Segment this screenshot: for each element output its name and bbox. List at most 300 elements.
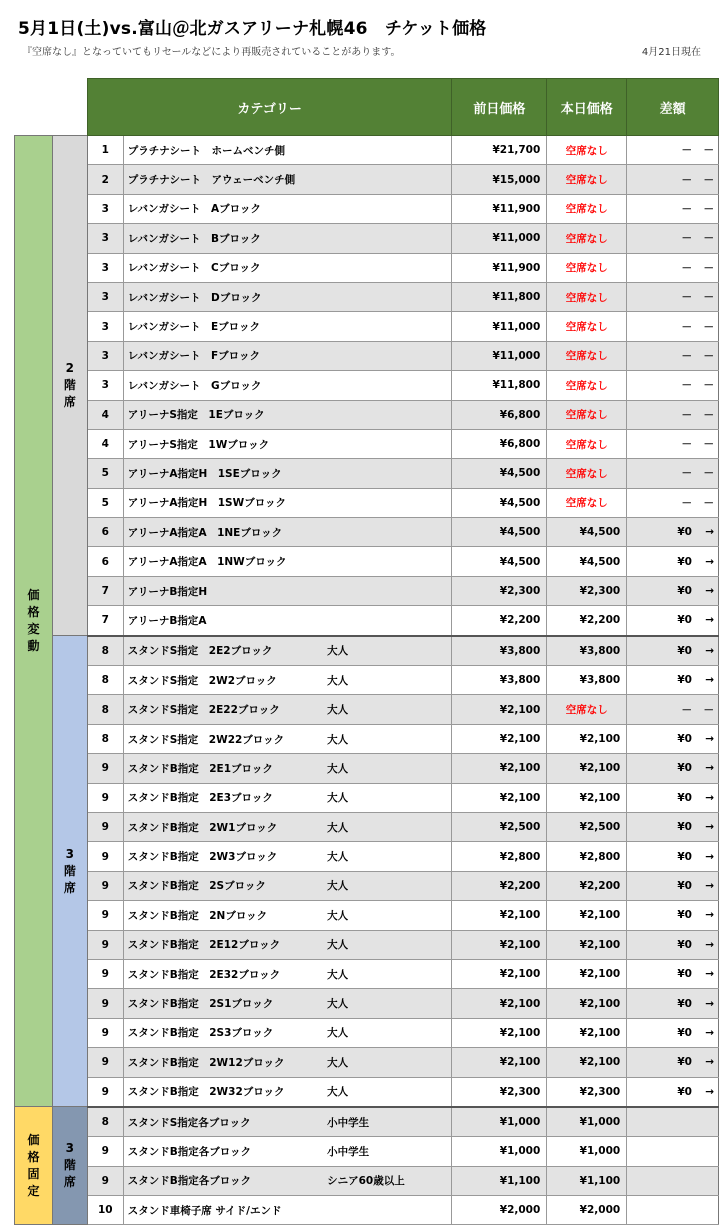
table-row	[15, 488, 719, 517]
seat-category: アリーナS指定 1Wブロック	[123, 429, 327, 458]
table-row	[15, 136, 719, 165]
trend-arrow-icon: →	[705, 968, 714, 981]
trend-arrow-icon: －	[703, 379, 714, 392]
table-row	[15, 783, 719, 812]
today-price: ¥4,500	[547, 518, 627, 547]
prev-price: ¥2,000	[452, 1196, 547, 1225]
price-diff	[627, 371, 719, 400]
seat-category: アリーナB指定A	[123, 606, 327, 636]
seat-rank: 10	[87, 1196, 123, 1225]
ticket-type: 大人	[327, 901, 452, 930]
ticket-type	[327, 165, 452, 194]
prev-price: ¥2,200	[452, 606, 547, 636]
prev-price: ¥2,300	[452, 1077, 547, 1107]
diff-value: －	[681, 350, 692, 363]
diff-value: －	[681, 497, 692, 510]
price-diff	[627, 429, 719, 458]
seat-rank: 8	[87, 1107, 123, 1137]
seat-category: スタンドS指定 2E2ブロック	[123, 636, 327, 666]
diff-value: ¥0	[677, 733, 692, 745]
diff-value: －	[681, 144, 692, 157]
trend-arrow-icon: →	[705, 938, 714, 951]
prev-price: ¥1,100	[452, 1166, 547, 1195]
table-row	[15, 871, 719, 900]
prev-price: ¥4,500	[452, 459, 547, 488]
price-diff	[627, 1048, 719, 1077]
prev-price: ¥2,100	[452, 695, 547, 724]
seat-rank: 4	[87, 429, 123, 458]
today-price: ¥2,200	[547, 871, 627, 900]
today-price: ¥4,500	[547, 547, 627, 576]
prev-price: ¥6,800	[452, 429, 547, 458]
group-variable-price	[15, 136, 53, 1107]
seat-category: アリーナA指定A 1NWブロック	[123, 547, 327, 576]
seat-rank: 3	[87, 282, 123, 311]
trend-arrow-icon: －	[703, 497, 714, 510]
resale-note: 『空席なし』となっていてもリセールなどにより再販売されていることがあります。	[22, 47, 401, 58]
today-price: 空席なし	[547, 695, 627, 724]
diff-value: ¥0	[677, 938, 692, 951]
table-row	[15, 400, 719, 429]
today-price: ¥2,100	[547, 901, 627, 930]
diff-value: ¥0	[677, 1056, 692, 1069]
ticket-type: 大人	[327, 989, 452, 1018]
ticket-type: 大人	[327, 1018, 452, 1047]
price-diff	[627, 901, 719, 930]
group-fixed-price	[15, 1107, 53, 1225]
seat-rank: 9	[87, 812, 123, 841]
price-diff	[627, 1077, 719, 1107]
table-row	[15, 1018, 719, 1047]
table-row	[15, 1048, 719, 1077]
diff-value: ¥0	[677, 821, 692, 834]
seat-rank: 6	[87, 518, 123, 547]
header-spacer	[52, 79, 87, 136]
seat-rank: 3	[87, 312, 123, 341]
ticket-type: 小中学生	[327, 1137, 452, 1166]
table-header	[15, 79, 719, 136]
price-diff	[627, 400, 719, 429]
table-row	[15, 253, 719, 282]
seat-category: スタンドB指定 2S1ブロック	[123, 989, 327, 1018]
prev-price: ¥3,800	[452, 636, 547, 666]
seat-rank: 9	[87, 1166, 123, 1195]
table-row	[15, 282, 719, 311]
table-row	[15, 695, 719, 724]
price-diff	[627, 518, 719, 547]
ticket-type: 大人	[327, 812, 452, 841]
diff-value: ¥0	[677, 1085, 692, 1098]
table-row	[15, 901, 719, 930]
price-diff	[627, 136, 719, 165]
prev-price: ¥2,100	[452, 1048, 547, 1077]
table-row	[15, 1077, 719, 1107]
trend-arrow-icon: →	[705, 585, 714, 598]
ticket-type: 大人	[327, 930, 452, 959]
seat-rank: 9	[87, 959, 123, 988]
seat-rank: 8	[87, 636, 123, 666]
prev-price: ¥4,500	[452, 518, 547, 547]
seat-category: アリーナS指定 1Eブロック	[123, 400, 327, 429]
table-row	[15, 224, 719, 253]
prev-price: ¥1,000	[452, 1107, 547, 1137]
seat-category: アリーナA指定H 1SEブロック	[123, 459, 327, 488]
today-price: ¥2,100	[547, 783, 627, 812]
trend-arrow-icon: →	[705, 644, 714, 657]
trend-arrow-icon: －	[703, 704, 714, 717]
table-row	[15, 1137, 719, 1166]
price-diff	[627, 341, 719, 370]
ticket-type	[327, 224, 452, 253]
diff-value: ¥0	[677, 1026, 692, 1039]
seat-rank: 8	[87, 666, 123, 695]
today-price: ¥2,300	[547, 1077, 627, 1107]
today-price: ¥2,200	[547, 606, 627, 636]
seat-category: スタンドB指定各ブロック	[123, 1166, 327, 1195]
diff-value: ¥0	[677, 762, 692, 775]
prev-price: ¥2,300	[452, 576, 547, 605]
today-price: 空席なし	[547, 341, 627, 370]
today-price: ¥1,000	[547, 1107, 627, 1137]
prev-price: ¥2,100	[452, 989, 547, 1018]
diff-value: ¥0	[677, 555, 692, 568]
trend-arrow-icon: →	[705, 1056, 714, 1069]
prev-price: ¥2,500	[452, 812, 547, 841]
today-price: 空席なし	[547, 224, 627, 253]
seat-category: レバンガシート Dブロック	[123, 282, 327, 311]
seat-category: スタンドB指定 2Nブロック	[123, 901, 327, 930]
price-diff	[627, 1018, 719, 1047]
price-diff	[627, 666, 719, 695]
header-spacer	[15, 79, 53, 136]
table-row	[15, 165, 719, 194]
prev-price: ¥11,000	[452, 224, 547, 253]
diff-value: ¥0	[677, 674, 692, 687]
seat-rank: 9	[87, 989, 123, 1018]
seat-category: スタンドB指定 2W3ブロック	[123, 842, 327, 871]
trend-arrow-icon: →	[705, 1085, 714, 1098]
seat-category: レバンガシート Bブロック	[123, 224, 327, 253]
seat-rank: 9	[87, 1137, 123, 1166]
ticket-type	[327, 194, 452, 223]
ticket-type	[327, 371, 452, 400]
trend-arrow-icon: －	[703, 174, 714, 187]
price-diff	[627, 812, 719, 841]
table-row	[15, 812, 719, 841]
prev-price: ¥15,000	[452, 165, 547, 194]
diff-value: ¥0	[677, 791, 692, 804]
diff-value: ¥0	[677, 968, 692, 981]
today-price: ¥2,100	[547, 930, 627, 959]
ticket-type: 大人	[327, 783, 452, 812]
prev-price: ¥1,000	[452, 1137, 547, 1166]
table-row	[15, 1107, 719, 1137]
seat-rank: 2	[87, 165, 123, 194]
seat-rank: 4	[87, 400, 123, 429]
trend-arrow-icon: →	[705, 821, 714, 834]
today-price: 空席なし	[547, 194, 627, 223]
trend-arrow-icon: →	[705, 1026, 714, 1039]
seat-rank: 9	[87, 1048, 123, 1077]
price-diff	[627, 165, 719, 194]
trend-arrow-icon: →	[705, 555, 714, 568]
diff-value: －	[681, 467, 692, 480]
ticket-type	[327, 518, 452, 547]
trend-arrow-icon: －	[703, 409, 714, 422]
seat-rank: 9	[87, 871, 123, 900]
today-price: ¥3,800	[547, 666, 627, 695]
today-price: 空席なし	[547, 282, 627, 311]
table-row	[15, 518, 719, 547]
trend-arrow-icon: →	[705, 997, 714, 1010]
seat-category: プラチナシート アウェーベンチ側	[123, 165, 327, 194]
price-diff	[627, 194, 719, 223]
ticket-type	[327, 136, 452, 165]
diff-value: ¥0	[677, 850, 692, 863]
diff-value: －	[681, 704, 692, 717]
trend-arrow-icon: －	[703, 438, 714, 451]
today-price: ¥1,000	[547, 1137, 627, 1166]
today-price: 空席なし	[547, 459, 627, 488]
today-price: 空席なし	[547, 400, 627, 429]
table-row	[15, 724, 719, 753]
price-diff	[627, 754, 719, 783]
seat-category: スタンドB指定 2W12ブロック	[123, 1048, 327, 1077]
seat-category: スタンドB指定 2E32ブロック	[123, 959, 327, 988]
diff-value: －	[681, 379, 692, 392]
group-fixed-price-label: 価格固定	[27, 1132, 40, 1198]
today-price: ¥2,000	[547, 1196, 627, 1225]
prev-price: ¥2,100	[452, 930, 547, 959]
seat-category: スタンド車椅子席 サイド/エンド	[123, 1196, 327, 1225]
table-row	[15, 429, 719, 458]
price-diff	[627, 989, 719, 1018]
price-diff	[627, 312, 719, 341]
price-diff	[627, 606, 719, 636]
price-diff	[627, 576, 719, 605]
ticket-type	[327, 459, 452, 488]
prev-price: ¥11,800	[452, 282, 547, 311]
prev-price: ¥2,200	[452, 871, 547, 900]
seat-category: レバンガシート Fブロック	[123, 341, 327, 370]
as-of-date: 4月21日現在	[641, 47, 701, 58]
group-floor-3	[52, 636, 87, 1107]
price-diff	[627, 547, 719, 576]
group-floor-3-fixed	[52, 1107, 87, 1225]
seat-rank: 9	[87, 754, 123, 783]
ticket-type	[327, 488, 452, 517]
table-row	[15, 459, 719, 488]
price-diff	[627, 253, 719, 282]
ticket-type	[327, 429, 452, 458]
trend-arrow-icon: －	[703, 350, 714, 363]
seat-category: スタンドS指定各ブロック	[123, 1107, 327, 1137]
prev-price: ¥11,900	[452, 194, 547, 223]
prev-price: ¥2,100	[452, 783, 547, 812]
seat-rank: 5	[87, 488, 123, 517]
seat-rank: 3	[87, 194, 123, 223]
ticket-type: 大人	[327, 1048, 452, 1077]
today-price: ¥1,100	[547, 1166, 627, 1195]
today-price: 空席なし	[547, 253, 627, 282]
seat-rank: 5	[87, 459, 123, 488]
trend-arrow-icon: →	[705, 879, 714, 892]
trend-arrow-icon: →	[705, 791, 714, 804]
prev-price: ¥11,000	[452, 312, 547, 341]
group-floor-2	[52, 136, 87, 636]
seat-category: アリーナB指定H	[123, 576, 327, 605]
table-row	[15, 547, 719, 576]
ticket-type	[327, 547, 452, 576]
ticket-type: 大人	[327, 871, 452, 900]
trend-arrow-icon: －	[703, 321, 714, 334]
ticket-type	[327, 341, 452, 370]
price-diff	[627, 871, 719, 900]
table-row	[15, 842, 719, 871]
ticket-type: 大人	[327, 842, 452, 871]
seat-category: アリーナA指定A 1NEブロック	[123, 518, 327, 547]
seat-rank: 1	[87, 136, 123, 165]
prev-price: ¥2,100	[452, 754, 547, 783]
seat-category: スタンドB指定 2E3ブロック	[123, 783, 327, 812]
today-price: ¥2,100	[547, 754, 627, 783]
seat-rank: 9	[87, 1077, 123, 1107]
seat-category: スタンドB指定 2W32ブロック	[123, 1077, 327, 1107]
table-row	[15, 606, 719, 636]
table-row	[15, 636, 719, 666]
seat-category: レバンガシート Gブロック	[123, 371, 327, 400]
prev-price: ¥2,800	[452, 842, 547, 871]
prev-price: ¥4,500	[452, 547, 547, 576]
table-row	[15, 666, 719, 695]
table-row	[15, 341, 719, 370]
price-diff	[627, 959, 719, 988]
diff-value: －	[681, 232, 692, 245]
diff-value: ¥0	[677, 997, 692, 1010]
prev-price: ¥11,900	[452, 253, 547, 282]
price-diff	[627, 842, 719, 871]
prev-price: ¥11,000	[452, 341, 547, 370]
prev-price: ¥2,100	[452, 724, 547, 753]
today-price: 空席なし	[547, 136, 627, 165]
trend-arrow-icon: －	[703, 232, 714, 245]
table-row	[15, 930, 719, 959]
seat-rank: 7	[87, 576, 123, 605]
today-price: ¥2,500	[547, 812, 627, 841]
prev-price: ¥2,100	[452, 959, 547, 988]
seat-rank: 9	[87, 783, 123, 812]
diff-value: ¥0	[677, 614, 692, 627]
trend-arrow-icon: －	[703, 291, 714, 304]
seat-rank: 6	[87, 547, 123, 576]
trend-arrow-icon: →	[705, 614, 714, 627]
group-floor-3-label: 3階席	[63, 846, 76, 895]
price-diff	[627, 783, 719, 812]
price-diff	[627, 636, 719, 666]
diff-value: －	[681, 174, 692, 187]
ticket-type: 大人	[327, 666, 452, 695]
header-prev-price: 前日価格	[452, 79, 547, 136]
diff-value: －	[681, 262, 692, 275]
trend-arrow-icon: →	[705, 674, 714, 687]
trend-arrow-icon: →	[705, 526, 714, 539]
seat-category: スタンドS指定 2E22ブロック	[123, 695, 327, 724]
seat-category: スタンドB指定 2E1ブロック	[123, 754, 327, 783]
group-floor-3-fixed-label: 3階席	[63, 1141, 76, 1190]
price-diff	[627, 282, 719, 311]
seat-category: レバンガシート Aブロック	[123, 194, 327, 223]
today-price: 空席なし	[547, 312, 627, 341]
seat-category: レバンガシート Cブロック	[123, 253, 327, 282]
ticket-type: 大人	[327, 1077, 452, 1107]
prev-price: ¥2,100	[452, 901, 547, 930]
ticket-type	[327, 606, 452, 636]
seat-rank: 9	[87, 842, 123, 871]
today-price: ¥2,100	[547, 1018, 627, 1047]
trend-arrow-icon: →	[705, 850, 714, 863]
ticket-type	[327, 253, 452, 282]
diff-value: ¥0	[677, 909, 692, 922]
diff-value: ¥0	[677, 526, 692, 539]
price-diff	[627, 459, 719, 488]
seat-category: スタンドB指定 2E12ブロック	[123, 930, 327, 959]
trend-arrow-icon: －	[703, 203, 714, 216]
seat-category: スタンドS指定 2W2ブロック	[123, 666, 327, 695]
today-price: ¥2,800	[547, 842, 627, 871]
diff-value: ¥0	[677, 585, 692, 598]
seat-category: スタンドB指定 2S3ブロック	[123, 1018, 327, 1047]
today-price: 空席なし	[547, 429, 627, 458]
seat-category: スタンドB指定 2Sブロック	[123, 871, 327, 900]
table-row	[15, 989, 719, 1018]
table-row	[15, 312, 719, 341]
today-price: ¥2,100	[547, 989, 627, 1018]
diff-value: ¥0	[677, 879, 692, 892]
seat-rank: 9	[87, 901, 123, 930]
diff-value: －	[681, 291, 692, 304]
ticket-type: シニア60歳以上	[327, 1166, 452, 1195]
trend-arrow-icon: －	[703, 262, 714, 275]
page-title: 5月1日(土)vs.富山＠北ガスアリーナ札幌46 チケット価格	[18, 19, 487, 39]
diff-value: ¥0	[677, 644, 692, 657]
price-diff	[627, 1166, 719, 1195]
today-price: 空席なし	[547, 165, 627, 194]
price-diff	[627, 488, 719, 517]
price-diff	[627, 224, 719, 253]
price-table	[14, 78, 719, 1225]
prev-price: ¥11,800	[452, 371, 547, 400]
diff-value: －	[681, 321, 692, 334]
seat-rank: 8	[87, 695, 123, 724]
seat-category: アリーナA指定H 1SWブロック	[123, 488, 327, 517]
ticket-type: 大人	[327, 636, 452, 666]
trend-arrow-icon: →	[705, 909, 714, 922]
ticket-type: 小中学生	[327, 1107, 452, 1137]
trend-arrow-icon: →	[705, 762, 714, 775]
price-diff	[627, 695, 719, 724]
seat-category: スタンドS指定 2W22ブロック	[123, 724, 327, 753]
today-price: ¥2,100	[547, 1048, 627, 1077]
seat-rank: 3	[87, 224, 123, 253]
group-variable-price-label: 価格変動	[27, 588, 40, 654]
header-category: カテゴリー	[87, 79, 452, 136]
today-price: 空席なし	[547, 488, 627, 517]
seat-rank: 3	[87, 253, 123, 282]
seat-rank: 3	[87, 371, 123, 400]
ticket-type	[327, 576, 452, 605]
price-diff	[627, 1107, 719, 1137]
today-price: ¥2,100	[547, 959, 627, 988]
